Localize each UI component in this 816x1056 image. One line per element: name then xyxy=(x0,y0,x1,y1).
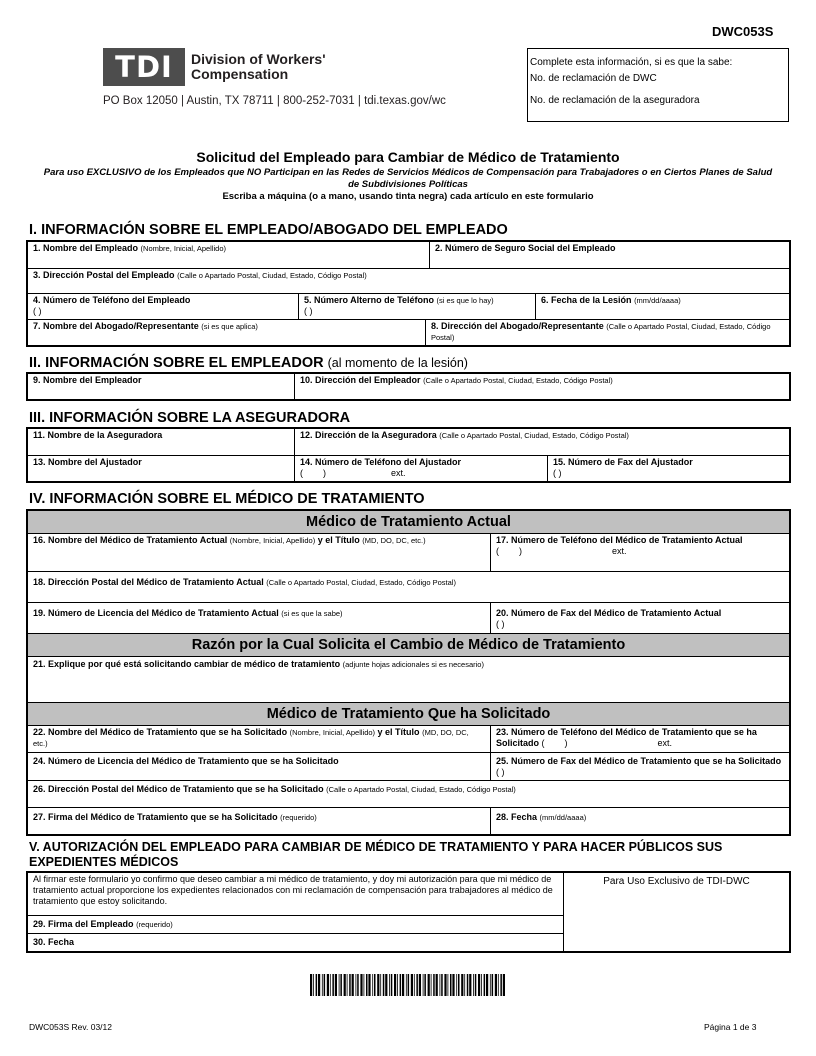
barcode-bar xyxy=(344,974,346,996)
field-requested-doctor-signature[interactable] xyxy=(28,808,491,834)
band-requested-doctor: Médico de Tratamiento Que ha Solicitado xyxy=(28,703,789,726)
label: 19. Número de Licencia del Médico de Tratamiento Actual xyxy=(33,608,279,618)
field-alt-phone[interactable] xyxy=(299,294,536,319)
hint: (Nombre, Inicial, Apellido) xyxy=(229,536,316,545)
form-subtitle: Para uso EXCLUSIVO de los Empleados que NO Participan en las Redes de Servicios Médicos de Compensación para Trabajadores o en Ciertos Planes de Salud de Subdivisiones Políticas xyxy=(43,167,773,190)
label: 10. Dirección del Empleador xyxy=(300,375,421,385)
hint: (mm/dd/aaaa) xyxy=(634,296,681,305)
hint: (si es que aplica) xyxy=(201,322,258,331)
barcode-bar xyxy=(444,974,446,996)
label: 23. Número de Teléfono del Médico de Tratamiento que se ha Solicitado xyxy=(496,727,757,748)
barcode-bar xyxy=(349,974,351,996)
field-attorney-name[interactable] xyxy=(28,320,426,345)
barcode-bar xyxy=(424,974,426,996)
claim-info-box[interactable] xyxy=(527,48,789,122)
field-employee-address[interactable] xyxy=(28,269,789,293)
label: 21. Explique por qué está solicitando cambiar de médico de tratamiento xyxy=(33,659,341,669)
field-current-doctor-license[interactable] xyxy=(28,603,491,633)
label: 6. Fecha de la Lesión xyxy=(541,295,632,305)
hint: (si es que la sabe) xyxy=(281,609,343,618)
barcode-bar xyxy=(383,974,385,996)
label: 12. Dirección de la Aseguradora xyxy=(300,430,437,440)
field-employee-phone[interactable] xyxy=(28,294,299,319)
field-carrier-address[interactable] xyxy=(295,429,789,455)
section-4-title: IV. INFORMACIÓN SOBRE EL MÉDICO DE TRATAMIENTO xyxy=(29,491,425,507)
barcode-bar xyxy=(419,974,421,996)
barcode-bar xyxy=(411,974,413,996)
label-title: y el Título xyxy=(317,535,360,545)
field-change-reason[interactable] xyxy=(28,657,789,702)
field-requested-doctor-address[interactable] xyxy=(28,781,789,807)
label: 11. Nombre de la Aseguradora xyxy=(33,430,163,440)
footer-page: Página 1 de 3 xyxy=(704,1022,757,1032)
barcode-bar xyxy=(332,974,334,996)
label: 26. Dirección Postal del Médico de Tratamiento que se ha Solicitado xyxy=(33,784,324,794)
tdi-use-box: Para Uso Exclusivo de TDI-DWC xyxy=(603,876,750,887)
org-line-1: Division of Workers' xyxy=(191,51,326,67)
section-4-box xyxy=(26,509,791,836)
label: 25. Número de Fax del Médico de Tratamiento que se ha Solicitado xyxy=(496,756,782,766)
authorization-column xyxy=(28,873,564,951)
field-requested-doctor-date[interactable] xyxy=(491,808,789,834)
field-employee-date[interactable] xyxy=(28,934,563,951)
barcode-bar xyxy=(360,974,362,996)
barcode-bar xyxy=(500,974,502,996)
field-employee-name[interactable] xyxy=(28,242,430,268)
band-current-doctor: Médico de Tratamiento Actual xyxy=(28,511,789,534)
barcode-bar xyxy=(492,974,494,996)
phone-format: ( ) ext. xyxy=(300,468,406,478)
barcode-bar xyxy=(440,974,441,996)
field-ssn[interactable] xyxy=(430,242,789,268)
label: 18. Dirección Postal del Médico de Tratamiento Actual xyxy=(33,577,264,587)
field-carrier-name[interactable] xyxy=(28,429,295,455)
barcode-bar xyxy=(310,974,312,996)
barcode-bar xyxy=(469,974,471,996)
barcode-bar xyxy=(313,974,314,996)
phone-format: ( ) ext. xyxy=(541,738,673,748)
section-3-title: III. INFORMACIÓN SOBRE LA ASEGURADORA xyxy=(29,410,351,426)
barcode-bar xyxy=(478,974,480,996)
section-3-box xyxy=(26,427,791,483)
field-current-doctor-fax[interactable] xyxy=(491,603,789,633)
fax-format: ( ) xyxy=(496,767,505,777)
phone-format: ( ) ext. xyxy=(496,546,627,556)
hint: (Calle o Apartado Postal, Ciudad, Estado, Código Postal) xyxy=(431,322,771,342)
label: 24. Número de Licencia del Médico de Tratamiento que se ha Solicitado xyxy=(33,756,339,766)
form-instructions: Escriba a máquina (o a mano, usando tinta negra) cada artículo en este formulario xyxy=(222,191,594,202)
barcode-bar xyxy=(380,974,381,996)
hint: (Calle o Apartado Postal, Ciudad, Estado, Código Postal) xyxy=(266,578,456,587)
barcode-bar xyxy=(441,974,443,996)
label: 5. Número Alterno de Teléfono xyxy=(304,295,435,305)
field-requested-doctor-name[interactable] xyxy=(28,726,491,752)
section-1-title: I. INFORMACIÓN SOBRE EL EMPLEADO/ABOGADO DEL EMPLEADO xyxy=(29,222,508,238)
field-employee-signature[interactable] xyxy=(28,916,563,934)
hint-title: (MD, DO, DC, etc.) xyxy=(33,728,469,748)
label: 7. Nombre del Abogado/Representante xyxy=(33,321,199,331)
hint: (si es que lo hay) xyxy=(436,296,494,305)
hint: (Calle o Apartado Postal, Ciudad, Estado, Código Postal) xyxy=(326,785,516,794)
org-name xyxy=(191,52,326,82)
label: 30. Fecha xyxy=(33,937,75,947)
barcode-bar xyxy=(481,974,482,996)
barcode-bar xyxy=(372,974,373,996)
hint: (Calle o Apartado Postal, Ciudad, Estado, Código Postal) xyxy=(177,271,367,280)
barcode-bar xyxy=(389,974,390,996)
barcode-bar xyxy=(394,974,396,996)
section-2-note: (al momento de la lesión) xyxy=(327,356,468,370)
barcode-bar xyxy=(431,974,432,996)
field-requested-doctor-license[interactable] xyxy=(28,753,491,780)
barcode-bar xyxy=(452,974,454,996)
section-5-title: V. AUTORIZACIÓN DEL EMPLEADO PARA CAMBIAR DE MÉDICO DE TRATAMIENTO Y PARA HACER PÚBLICOS SUS EXPEDIENTES MÉDICOS xyxy=(29,840,723,869)
section-5-box xyxy=(26,871,791,953)
barcode-bar xyxy=(458,974,460,996)
hint: (requerido) xyxy=(136,920,173,929)
barcode xyxy=(310,974,505,996)
hint: (Nombre, Inicial, Apellido) xyxy=(289,728,376,737)
hint: (Calle o Apartado Postal, Ciudad, Estado, Código Postal) xyxy=(423,376,613,385)
section-2-title xyxy=(29,355,468,371)
barcode-bar xyxy=(448,974,449,996)
section-2-title-text: II. INFORMACIÓN SOBRE EL EMPLEADOR xyxy=(29,355,324,371)
field-requested-doctor-phone[interactable] xyxy=(491,726,789,752)
barcode-bar xyxy=(495,974,497,996)
claim-intro: Complete esta información, si es que la sabe: xyxy=(530,57,733,68)
footer-revision: DWC053S Rev. 03/12 xyxy=(29,1022,112,1032)
label: 3. Dirección Postal del Empleado xyxy=(33,270,175,280)
barcode-bar xyxy=(385,974,387,996)
barcode-bar xyxy=(357,974,359,996)
barcode-bar xyxy=(464,974,465,996)
barcode-bar xyxy=(339,974,340,996)
barcode-bar xyxy=(467,974,469,996)
label: 22. Nombre del Médico de Tratamiento que se ha Solicitado xyxy=(33,727,288,737)
field-current-doctor-address[interactable] xyxy=(28,572,789,602)
field-employer-name[interactable] xyxy=(28,374,295,399)
barcode-bar xyxy=(423,974,424,996)
barcode-bar xyxy=(400,974,402,996)
barcode-bar xyxy=(335,974,337,996)
barcode-bar xyxy=(318,974,320,996)
barcode-bar xyxy=(366,974,368,996)
barcode-bar xyxy=(475,974,477,996)
field-adjuster-fax[interactable] xyxy=(548,456,789,481)
barcode-bar xyxy=(473,974,474,996)
barcode-bar xyxy=(450,974,452,996)
section-1-box xyxy=(26,240,791,347)
org-line-2: Compensation xyxy=(191,66,289,82)
barcode-bar xyxy=(484,974,486,996)
hint: (Nombre, Inicial, Apellido) xyxy=(140,244,226,253)
label: 17. Número de Teléfono del Médico de Tratamiento Actual xyxy=(496,535,743,545)
hint: (adjunte hojas adicionales si es necesario) xyxy=(342,660,484,669)
barcode-bar xyxy=(416,974,418,996)
barcode-bar xyxy=(408,974,410,996)
dwc-claim-field[interactable]: No. de reclamación de DWC xyxy=(530,73,657,84)
barcode-bar xyxy=(356,974,357,996)
label: 28. Fecha xyxy=(496,812,538,822)
barcode-bar xyxy=(364,974,365,996)
field-current-doctor-name[interactable] xyxy=(28,534,491,571)
label: 13. Nombre del Ajustador xyxy=(33,457,142,467)
barcode-bar xyxy=(324,974,326,996)
form-title: Solicitud del Empleado para Cambiar de Médico de Tratamiento xyxy=(196,149,620,165)
fax-format: ( ) xyxy=(553,468,562,478)
field-attorney-address[interactable] xyxy=(426,320,789,345)
barcode-bar xyxy=(322,974,323,996)
form-code: DWC053S xyxy=(712,24,774,39)
field-requested-doctor-fax[interactable] xyxy=(491,753,789,780)
barcode-bar xyxy=(461,974,463,996)
field-adjuster-phone[interactable] xyxy=(295,456,548,481)
field-injury-date[interactable] xyxy=(536,294,789,319)
barcode-bar xyxy=(340,974,342,996)
address-line: PO Box 12050 | Austin, TX 78711 | 800-252-7031 | tdi.texas.gov/wc xyxy=(103,95,446,107)
barcode-bar xyxy=(414,974,415,996)
barcode-bar xyxy=(391,974,393,996)
barcode-bar xyxy=(330,974,331,996)
field-adjuster-name[interactable] xyxy=(28,456,295,481)
label: 20. Número de Fax del Médico de Tratamiento Actual xyxy=(496,608,722,618)
label: 16. Nombre del Médico de Tratamiento Actual xyxy=(33,535,228,545)
barcode-bar xyxy=(498,974,499,996)
label: 1. Nombre del Empleado xyxy=(33,243,139,253)
barcode-bar xyxy=(436,974,438,996)
barcode-bar xyxy=(486,974,488,996)
section-2-box xyxy=(26,372,791,401)
barcode-bar xyxy=(316,974,318,996)
barcode-bar xyxy=(347,974,348,996)
label: 8. Dirección del Abogado/Representante xyxy=(431,321,604,331)
field-employer-address[interactable] xyxy=(295,374,789,399)
barcode-bar xyxy=(456,974,457,996)
barcode-bar xyxy=(374,974,376,996)
hint-title: (MD, DO, DC, etc.) xyxy=(362,536,426,545)
barcode-bar xyxy=(402,974,404,996)
barcode-bar xyxy=(327,974,329,996)
barcode-bar xyxy=(428,974,430,996)
band-change-reason: Razón por la Cual Solicita el Cambio de Médico de Tratamiento xyxy=(28,634,789,657)
fax-format: ( ) xyxy=(496,619,505,629)
label: 14. Número de Teléfono del Ajustador xyxy=(300,457,462,467)
barcode-bar xyxy=(433,974,435,996)
hint: (requerido) xyxy=(280,813,317,822)
phone-format: ( ) xyxy=(33,306,42,316)
tdi-logo: TDI xyxy=(103,48,185,86)
label: 9. Nombre del Empleador xyxy=(33,375,142,385)
field-current-doctor-phone[interactable] xyxy=(491,534,789,571)
label: 27. Firma del Médico de Tratamiento que se ha Solicitado xyxy=(33,812,278,822)
phone-format: ( ) xyxy=(304,306,313,316)
barcode-bar xyxy=(503,974,505,996)
barcode-bar xyxy=(406,974,407,996)
carrier-claim-field[interactable]: No. de reclamación de la aseguradora xyxy=(530,95,700,106)
label: 15. Número de Fax del Ajustador xyxy=(553,457,693,467)
barcode-bar xyxy=(377,974,379,996)
barcode-bar xyxy=(352,974,354,996)
label-title: y el Título xyxy=(377,727,420,737)
label: 29. Firma del Empleado xyxy=(33,919,134,929)
barcode-bar xyxy=(368,974,370,996)
barcode-bar xyxy=(490,974,491,996)
hint: (Calle o Apartado Postal, Ciudad, Estado, Código Postal) xyxy=(439,431,629,440)
barcode-bar xyxy=(397,974,398,996)
authorization-text: Al firmar este formulario yo confirmo que deseo cambiar a mi médico de tratamiento, y doy mi autorización para que mi médico de tratamiento actual proporcione los expedientes relacionados con mi reclamación de compensación para trabajadores al médico de tratamiento que estoy solicitando. xyxy=(28,873,563,916)
label: 4. Número de Teléfono del Empleado xyxy=(33,295,191,305)
label: 2. Número de Seguro Social del Empleado xyxy=(435,243,616,253)
hint: (mm/dd/aaaa) xyxy=(539,813,587,822)
